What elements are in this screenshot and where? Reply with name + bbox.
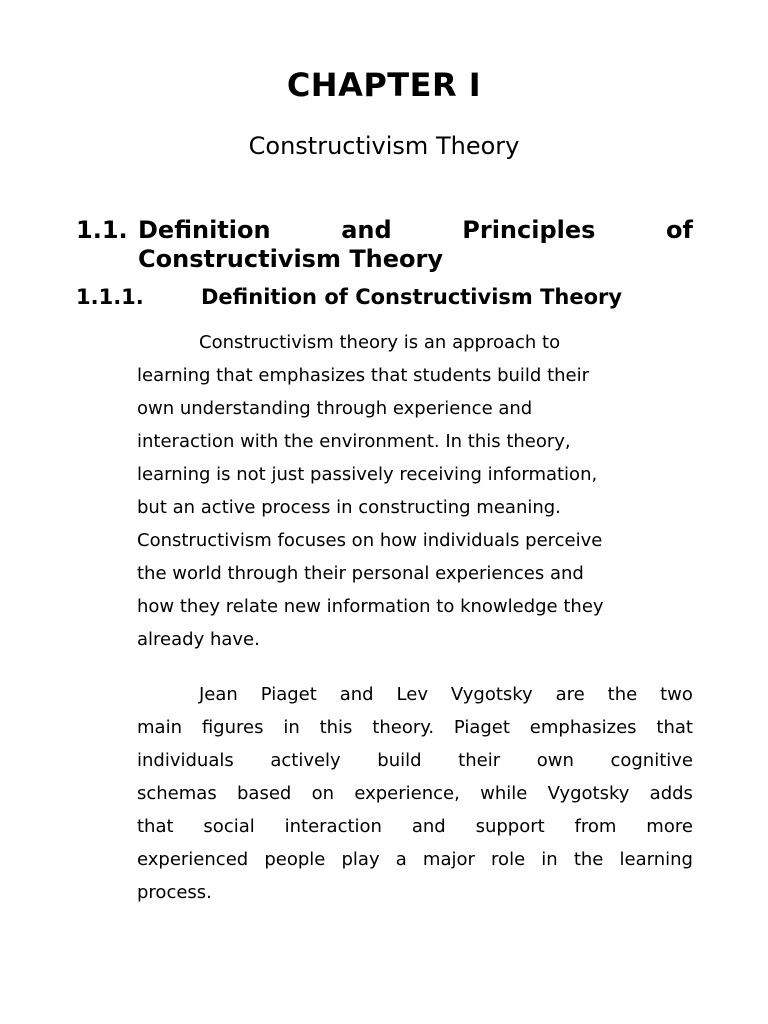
paragraph-line — [137, 678, 693, 711]
paragraph-word: and — [339, 684, 374, 705]
paragraph-line — [137, 810, 693, 843]
paragraph-word: individuals — [137, 750, 234, 771]
paragraph-word: social — [203, 816, 255, 837]
paragraph-word: major — [422, 849, 475, 870]
paragraph-line — [137, 711, 693, 744]
paragraph-word: that — [137, 816, 174, 837]
paragraph-word: adds — [649, 783, 693, 804]
paragraph-line: Constructivism focuses on how individuals perceive — [137, 530, 603, 551]
paragraph-line: process. — [137, 882, 212, 903]
paragraph-word: experienced — [137, 849, 249, 870]
paragraph-word: a — [395, 849, 407, 870]
paragraph-word: the — [573, 849, 604, 870]
section-number: 1.1. — [76, 216, 128, 244]
paragraph-line: Constructivism theory is an approach to — [199, 332, 561, 353]
paragraph-word: from — [574, 816, 617, 837]
paragraph-word: play — [341, 849, 380, 870]
paragraph-word: are — [555, 684, 585, 705]
paragraph-word: two — [660, 684, 693, 705]
paragraph-word: experience, — [354, 783, 460, 804]
paragraph-word: Piaget — [260, 684, 317, 705]
section-title-word: of — [666, 216, 693, 244]
paragraph-word: figures — [201, 717, 264, 738]
paragraph-line: interaction with the environment. In this theory, — [137, 431, 571, 452]
paragraph-word: learning — [619, 849, 693, 870]
paragraph-line: learning that emphasizes that students build their — [137, 365, 590, 386]
paragraph-word: in — [283, 717, 300, 738]
paragraph-line: how they relate new information to knowledge they — [137, 596, 604, 617]
paragraph-word: build — [377, 750, 422, 771]
paragraph-line: own understanding through experience and — [137, 398, 533, 419]
section-title-line-1 — [138, 216, 693, 245]
paragraph-word: Piaget — [453, 717, 510, 738]
paragraph-line — [137, 777, 693, 810]
subsection-number: 1.1.1. — [76, 285, 144, 309]
paragraph-word: people — [264, 849, 326, 870]
paragraph-word: this — [319, 717, 353, 738]
paragraph-word: Vygotsky — [547, 783, 630, 804]
paragraph-line: learning is not just passively receiving information, — [137, 464, 598, 485]
paragraph-word: actively — [270, 750, 341, 771]
paragraph-word: Lev — [396, 684, 428, 705]
section-title — [138, 216, 693, 274]
paragraph-word: the — [607, 684, 638, 705]
paragraph-line — [137, 744, 693, 777]
paragraph-word: support — [475, 816, 545, 837]
paragraph-word: while — [480, 783, 528, 804]
paragraph-word: and — [411, 816, 446, 837]
paragraph-line — [137, 843, 693, 876]
paragraph-word: more — [646, 816, 693, 837]
paragraph-word: cognitive — [610, 750, 693, 771]
paragraph-word: main — [137, 717, 182, 738]
section-title-line-2: Constructivism Theory — [138, 245, 444, 273]
paragraph-line: already have. — [137, 629, 260, 650]
paragraph-2 — [137, 678, 693, 909]
section-title-word: and — [341, 216, 392, 244]
section-title-word: Principles — [462, 216, 596, 244]
paragraph-word: own — [536, 750, 574, 771]
paragraph-line: but an active process in constructing meaning. — [137, 497, 561, 518]
paragraph-word: interaction — [284, 816, 382, 837]
section-title-word: Definition — [138, 216, 271, 244]
chapter-title: CHAPTER I — [286, 66, 482, 104]
paragraph-word: emphasizes — [529, 717, 637, 738]
paragraph-word: schemas — [137, 783, 217, 804]
paragraph-word: their — [458, 750, 501, 771]
paragraph-word: role — [491, 849, 526, 870]
paragraph-word: in — [541, 849, 558, 870]
section-heading — [76, 216, 693, 274]
paragraph-word: that — [656, 717, 693, 738]
chapter-subtitle: Constructivism Theory — [248, 132, 520, 160]
paragraph-word: on — [311, 783, 335, 804]
paragraph-word: based — [236, 783, 292, 804]
subsection-title: Definition of Constructivism Theory — [201, 285, 623, 309]
paragraph-word: theory. — [372, 717, 435, 738]
paragraph-word: Vygotsky — [450, 684, 533, 705]
paragraph-1 — [137, 326, 693, 656]
paragraph-line: the world through their personal experiences and — [137, 563, 584, 584]
paragraph-word: Jean — [199, 684, 238, 705]
